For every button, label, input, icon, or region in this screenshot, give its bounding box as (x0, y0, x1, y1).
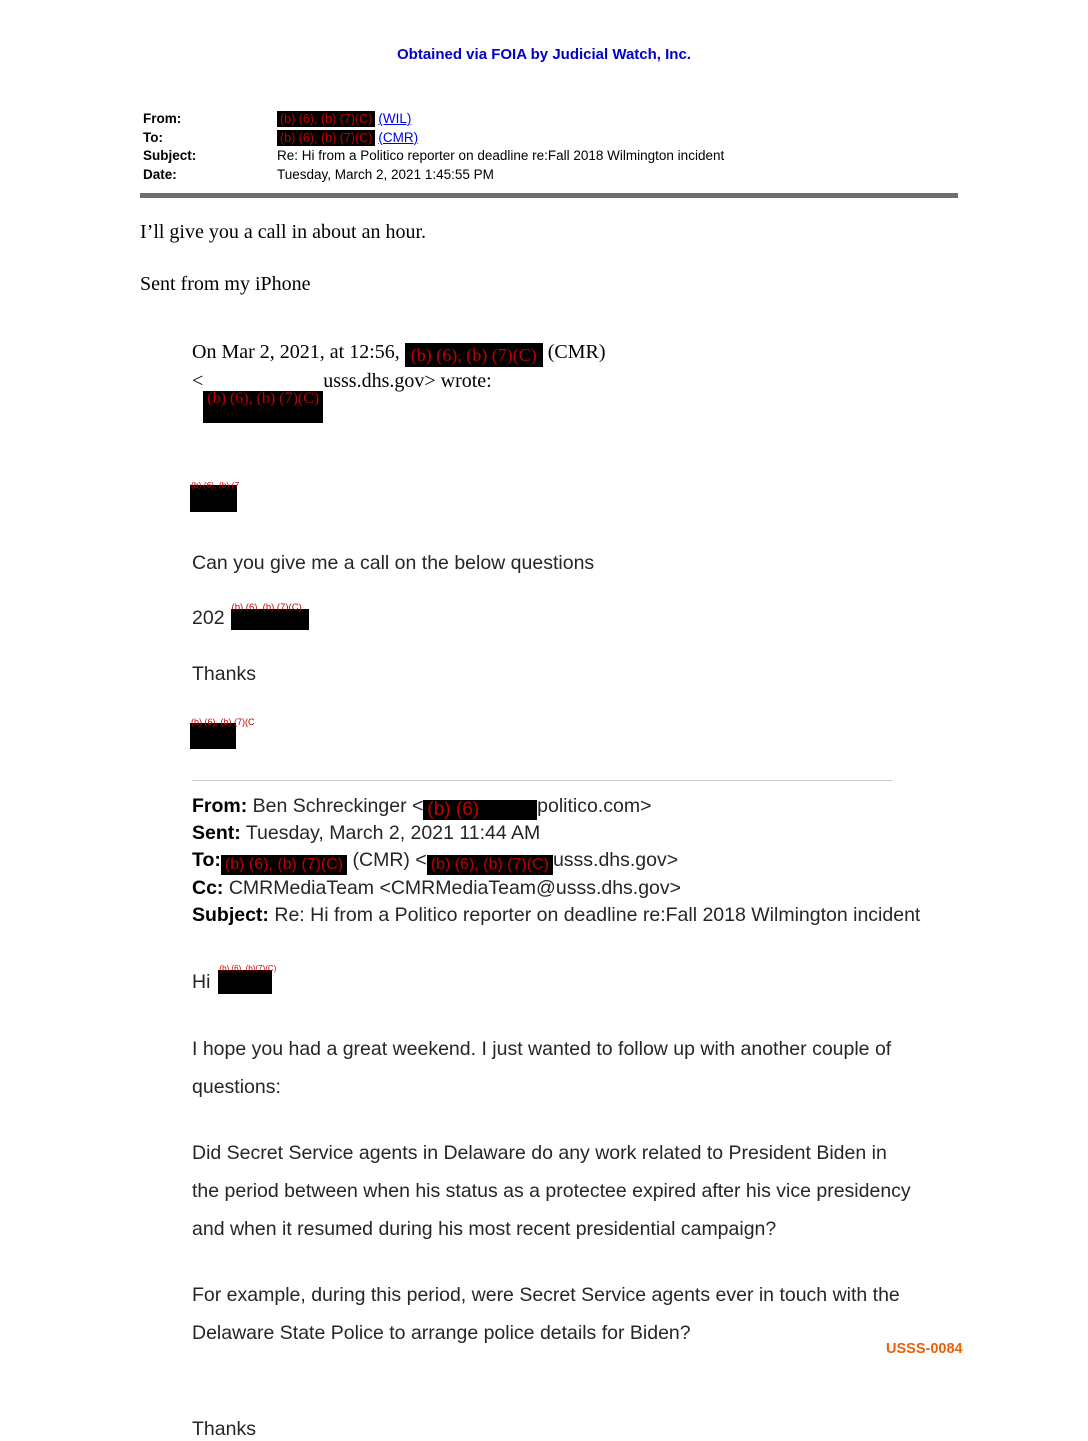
redaction-tag: (b) (6), (b) (7 (191, 480, 240, 490)
quote-attribution-line2-pre: < (192, 370, 204, 392)
from-wil-link[interactable]: (WIL) (378, 111, 412, 126)
to-cmr-link[interactable]: (CMR) (378, 129, 419, 145)
date-label: Date: (143, 166, 177, 182)
subject-value: Re: Hi from a Politico reporter on deadline re:Fall 2018 Wilmington incident (277, 148, 725, 163)
quoted-email-separator-rule (192, 780, 892, 781)
email-header-block (143, 110, 1088, 184)
quoted-to-row (192, 847, 1088, 875)
quote-attribution-post: (CMR) (542, 341, 606, 363)
quote-attribution-line2-post: usss.dhs.gov> wrote: (323, 370, 492, 392)
quoted-to-label: To: (192, 848, 221, 871)
foia-watermark: Obtained via FOIA by Judicial Watch, Inc. (397, 46, 691, 63)
quoted-to-mid: (CMR) < (347, 848, 427, 871)
thanks-line: Thanks (192, 663, 256, 685)
quoted-email-header-block (192, 793, 1088, 928)
phone-prefix: 202 (192, 607, 225, 629)
quoted-from-post: politico.com> (537, 795, 652, 817)
from-value (277, 110, 411, 129)
quoted-cc-row (192, 875, 1088, 902)
quoted-subject-label: Subject: (192, 903, 269, 926)
redaction-box: (b) (6), (b) (7)(C) (277, 111, 375, 127)
bates-number: USSS-0084 (886, 1341, 963, 1357)
redaction-box: (b) (6) (423, 800, 537, 820)
redaction-tag: (b) (6), (b) (7)(C (191, 717, 255, 727)
quoted-cc-label: Cc: (192, 876, 224, 899)
body-line-2: Sent from my iPhone (140, 273, 311, 295)
from-label: From: (143, 111, 182, 126)
redaction-box: (b) (6), (b) (7)(C) (405, 343, 543, 367)
call-request-line: Can you give me a call on the below questions (192, 552, 595, 574)
closing-thanks-line: Thanks (192, 1418, 256, 1441)
redaction-tag: (b) (6), (b) (7)(C) (231, 602, 302, 613)
quoted-from-row (192, 793, 1088, 820)
redaction-tag: (b) (6), (b)(7)(C) (219, 964, 277, 974)
quoted-from-label: From: (192, 795, 248, 817)
paragraph-1: I hope you had a great weekend. I just wanted to follow up with another couple of questions: (192, 1038, 892, 1099)
quoted-sent-row (192, 820, 1088, 847)
paragraph-2: Did Secret Service agents in Delaware do any work related to President Biden in the period between when his status as a protectee expired after his vice presidency and when it resumed during his most recent presidential campaign? (192, 1142, 911, 1241)
redaction-box (218, 964, 277, 994)
body-line-1: I’ll give you a call in about an hour. (140, 221, 427, 243)
redaction-box: (b) (6), (b) (7)(C) (221, 855, 347, 875)
greeting-text: Hi (192, 971, 211, 994)
header-from-row (143, 110, 1088, 129)
redaction-box: (b) (6), (b) (7)(C) (277, 130, 375, 146)
subject-label: Subject: (143, 148, 197, 163)
quoted-subject-row (192, 902, 1088, 929)
redaction-box: (b) (6), (b) (7)(C) (203, 391, 323, 423)
to-label: To: (143, 129, 163, 145)
phone-line (192, 602, 1088, 630)
quote-attribution (192, 338, 752, 423)
redaction-box (231, 602, 309, 630)
date-value: Tuesday, March 2, 2021 1:45:55 PM (277, 166, 494, 182)
quoted-to-post: usss.dhs.gov> (552, 848, 679, 871)
quoted-sent-label: Sent: (192, 822, 241, 844)
to-value (277, 129, 418, 148)
quote-attribution-pre: On Mar 2, 2021, at 12:56, (192, 341, 405, 363)
quoted-from-pre: Ben Schreckinger < (247, 795, 424, 817)
paragraph-3: For example, during this period, were Secret Service agents ever in touch with the Delaware State Police to arrange police details for Biden? (192, 1284, 900, 1345)
header-to-row (143, 129, 1088, 148)
greeting-line (192, 964, 1088, 994)
quoted-sent-value: Tuesday, March 2, 2021 11:44 AM (240, 822, 541, 844)
redaction-box: (b) (6), (b) (7)(C) (427, 855, 553, 875)
redaction-box (190, 717, 255, 749)
redaction-box (190, 480, 240, 512)
quoted-cc-value: CMRMediaTeam <CMRMediaTeam@usss.dhs.gov> (223, 876, 682, 899)
quoted-subject-value: Re: Hi from a Politico reporter on deadline re:Fall 2018 Wilmington incident (268, 903, 921, 926)
header-date-row (143, 166, 1088, 185)
header-separator-rule (140, 193, 958, 198)
header-subject-row (143, 147, 1088, 166)
